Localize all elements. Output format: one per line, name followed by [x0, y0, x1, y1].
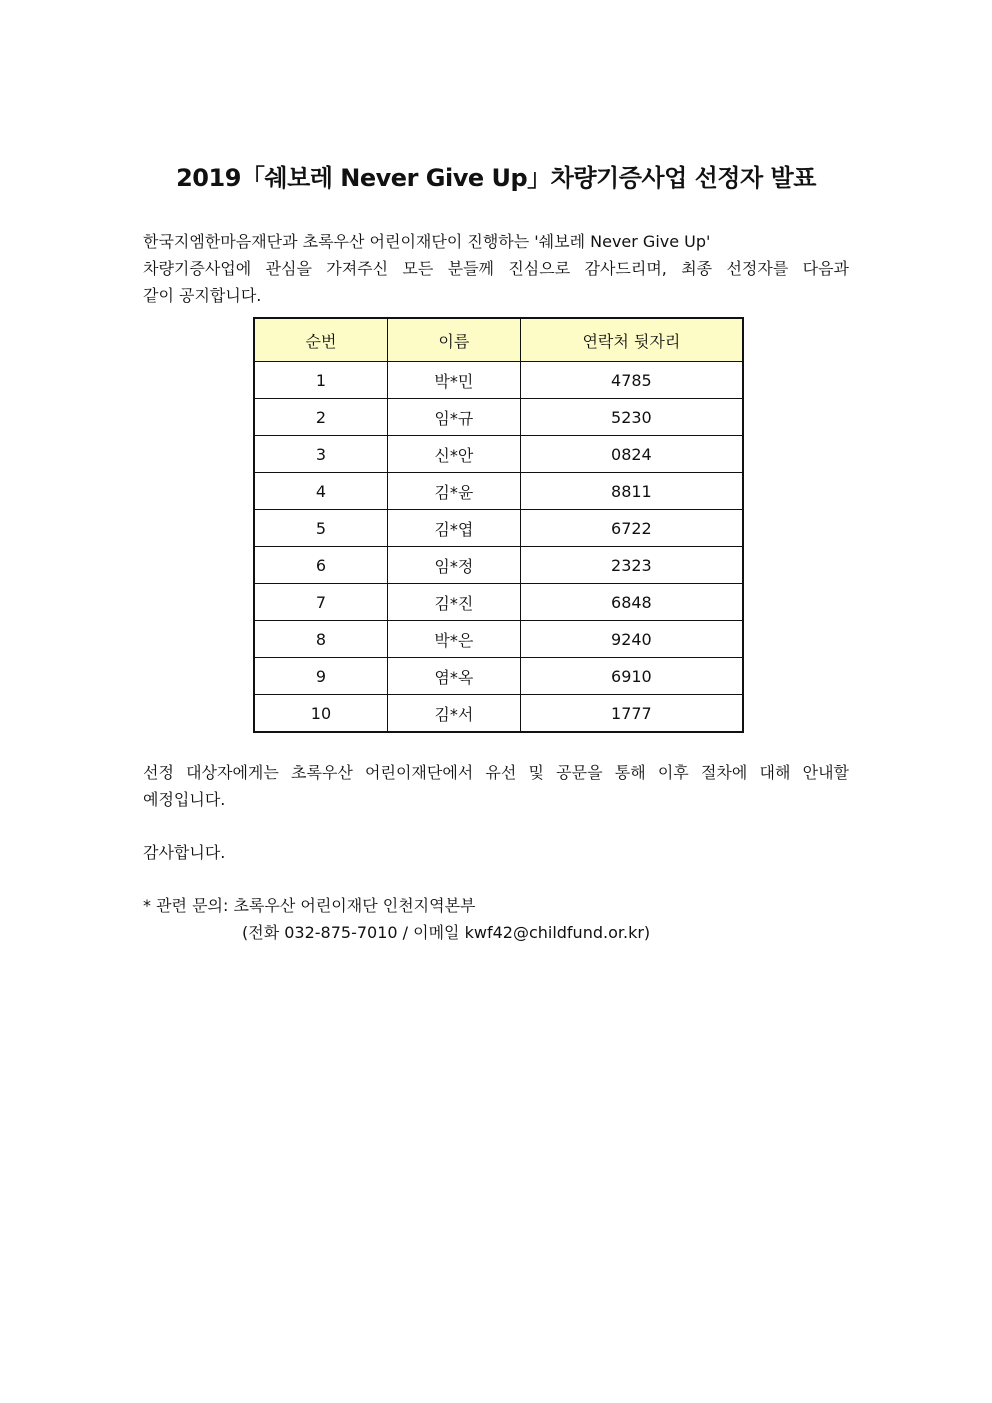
intro-line: 한국지엠한마음재단과 초록우산 어린이재단이 진행하는 '쉐보레 Never Give Up'	[143, 232, 711, 251]
contact-heading: * 관련 문의: 초록우산 어린이재단 인천지역본부	[143, 896, 476, 915]
notice-paragraph	[143, 759, 849, 813]
page-title: 2019「쉐보레 Never Give Up」차량기증사업 선정자 발표	[176, 164, 816, 192]
cell-name: 임*정	[387, 547, 520, 584]
table-row	[254, 399, 743, 436]
cell-number: 5	[254, 510, 387, 547]
intro-line: 같이 공지합니다.	[143, 286, 262, 305]
winners-table	[253, 317, 744, 733]
header-name: 이름	[387, 318, 520, 362]
cell-name: 김*윤	[387, 473, 520, 510]
cell-phone-suffix: 0824	[520, 436, 743, 473]
cell-number: 10	[254, 695, 387, 733]
cell-phone-suffix: 5230	[520, 399, 743, 436]
header-number: 순번	[254, 318, 387, 362]
cell-number: 6	[254, 547, 387, 584]
intro-line: 차량기증사업에 관심을 가져주신 모든 분들께 진심으로 감사드리며, 최종 선정자를 다음과	[143, 259, 849, 278]
table-header-row	[254, 318, 743, 362]
cell-phone-suffix: 6910	[520, 658, 743, 695]
cell-number: 4	[254, 473, 387, 510]
table-row	[254, 510, 743, 547]
table-row	[254, 621, 743, 658]
cell-number: 9	[254, 658, 387, 695]
cell-name: 박*은	[387, 621, 520, 658]
cell-name: 염*옥	[387, 658, 520, 695]
cell-number: 1	[254, 362, 387, 399]
cell-phone-suffix: 4785	[520, 362, 743, 399]
header-phone-suffix: 연락처 뒷자리	[520, 318, 743, 362]
cell-number: 8	[254, 621, 387, 658]
cell-phone-suffix: 9240	[520, 621, 743, 658]
cell-number: 3	[254, 436, 387, 473]
cell-name: 김*진	[387, 584, 520, 621]
cell-name: 김*서	[387, 695, 520, 733]
cell-name: 신*안	[387, 436, 520, 473]
cell-name: 박*민	[387, 362, 520, 399]
notice-line: 선정 대상자에게는 초록우산 어린이재단에서 유선 및 공문을 통해 이후 절차에 대해 안내할	[143, 763, 849, 782]
cell-name: 임*규	[387, 399, 520, 436]
table-row	[254, 658, 743, 695]
intro-paragraph	[143, 228, 849, 309]
table-row	[254, 436, 743, 473]
closing-thanks: 감사합니다.	[143, 843, 226, 862]
table-row	[254, 362, 743, 399]
cell-phone-suffix: 8811	[520, 473, 743, 510]
table-row	[254, 695, 743, 733]
cell-phone-suffix: 2323	[520, 547, 743, 584]
cell-number: 2	[254, 399, 387, 436]
cell-phone-suffix: 1777	[520, 695, 743, 733]
contact-detail: (전화 032-875-7010 / 이메일 kwf42@childfund.or.kr)	[242, 923, 651, 942]
table-row	[254, 547, 743, 584]
table-row	[254, 473, 743, 510]
cell-name: 김*엽	[387, 510, 520, 547]
table-row	[254, 584, 743, 621]
cell-phone-suffix: 6722	[520, 510, 743, 547]
cell-number: 7	[254, 584, 387, 621]
notice-line: 예정입니다.	[143, 790, 226, 809]
cell-phone-suffix: 6848	[520, 584, 743, 621]
